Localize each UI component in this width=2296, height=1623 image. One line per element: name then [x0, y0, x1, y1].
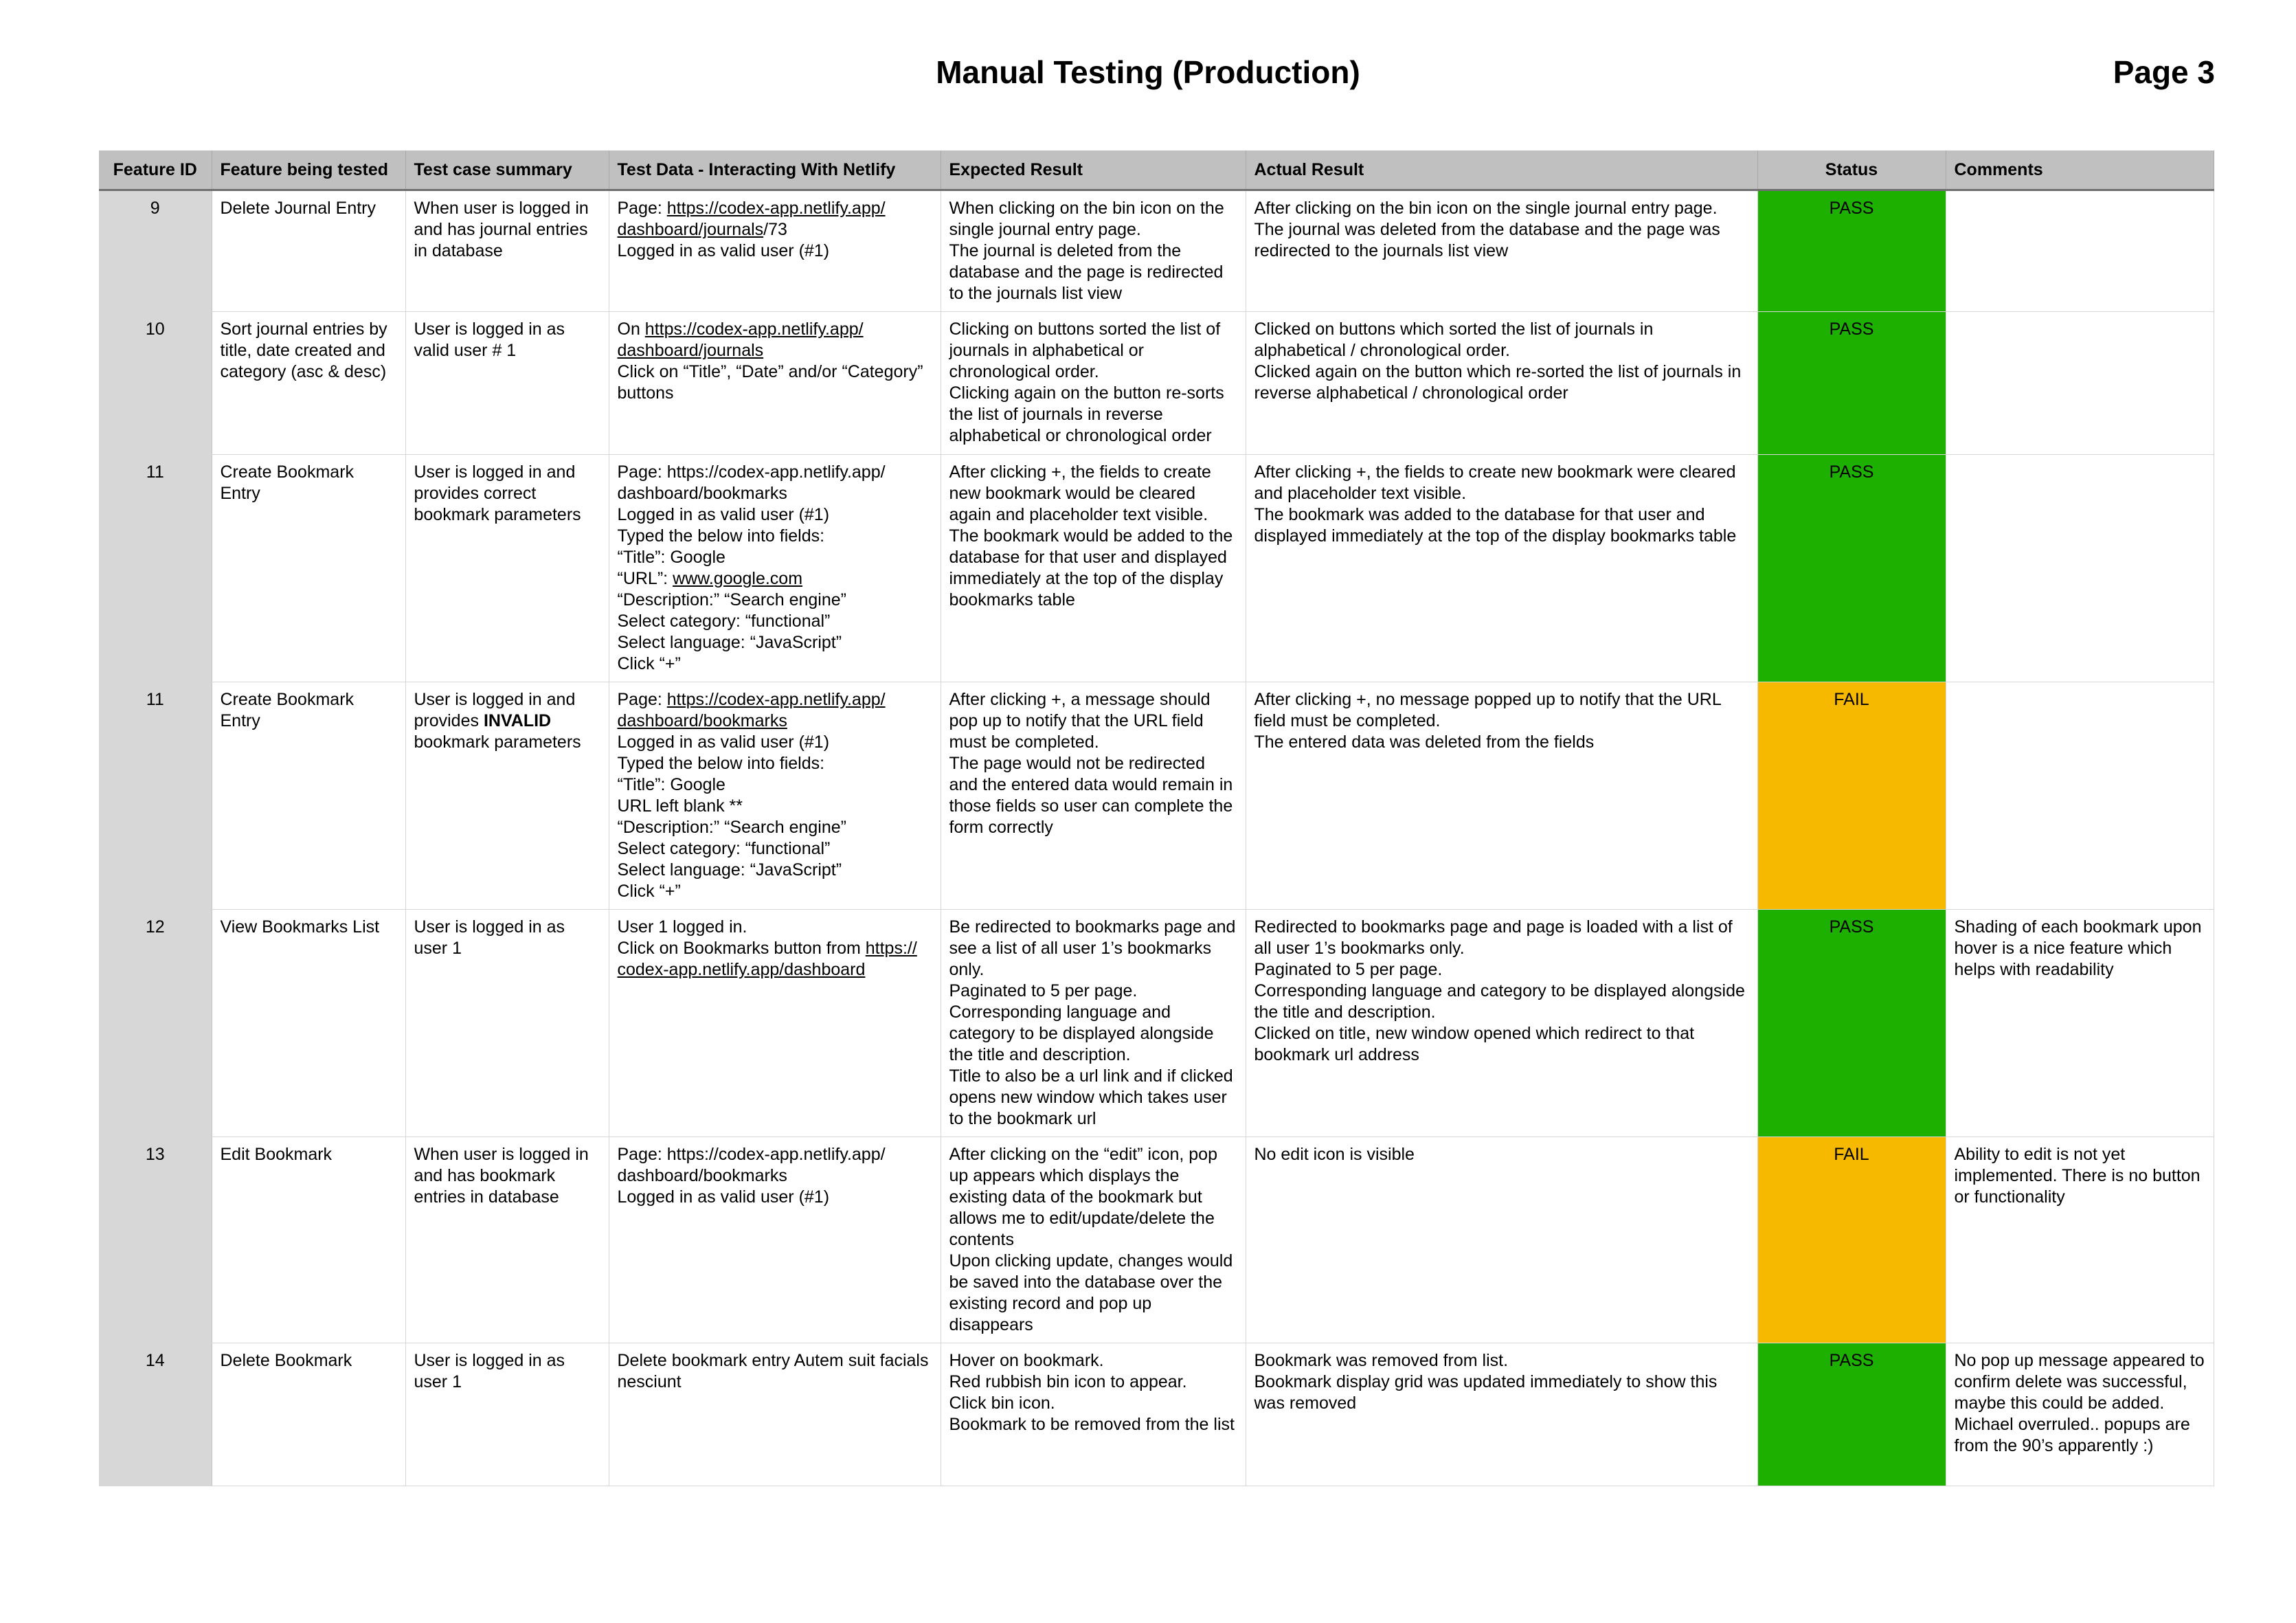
test-data-link[interactable]: https://codex-app.netlify.app/ — [644, 320, 864, 339]
feature-id-cell: 9 — [99, 190, 212, 312]
summary-cell: User is logged in as user 1 — [405, 1343, 609, 1486]
test-case-table — [99, 150, 2214, 1486]
comments-cell: Shading of each bookmark upon hover is a nice feature which helps with readability — [1946, 910, 2214, 1137]
status-badge: PASS — [1757, 1343, 1946, 1486]
expected-cell: After clicking +, a message should pop up to notify that the URL field must be completed. The page would not be redirected and the entered data would remain in those fields so user can complete the form correctly — [941, 682, 1246, 910]
comments-cell — [1946, 190, 2214, 312]
feature-id-cell: 14 — [99, 1343, 212, 1486]
summary-cell: User is logged in as user 1 — [405, 910, 609, 1137]
status-badge: FAIL — [1757, 1137, 1946, 1343]
status-badge: PASS — [1757, 312, 1946, 455]
comments-cell — [1946, 455, 2214, 682]
expected-cell: After clicking +, the fields to create new bookmark would be cleared again and placeholder text visible. The bookmark would be added to the database for that user and displayed immediately at the top of the display bookmarks table — [941, 455, 1246, 682]
feature-id-cell: 11 — [99, 455, 212, 682]
summary-cell: User is logged in and provides INVALID bookmark parameters — [405, 682, 609, 910]
feature-cell: Create Bookmark Entry — [212, 682, 405, 910]
expected-cell: When clicking on the bin icon on the single journal entry page. The journal is deleted from the database and the page is redirected to the journals list view — [941, 190, 1246, 312]
expected-cell: Clicking on buttons sorted the list of journals in alphabetical or chronological order. Clicking again on the button re-sorts the list of journals in reverse alphabetical or chronological order — [941, 312, 1246, 455]
summary-cell: User is logged in and provides correct bookmark parameters — [405, 455, 609, 682]
actual-cell: No edit icon is visible — [1246, 1137, 1757, 1343]
actual-cell: After clicking +, no message popped up to notify that the URL field must be completed. The entered data was deleted from the fields — [1246, 682, 1757, 910]
column-header-feature: Feature being tested — [212, 150, 405, 190]
column-header-status: Status — [1757, 150, 1946, 190]
expected-cell: After clicking on the “edit” icon, pop up appears which displays the existing data of the bookmark but allows me to edit/update/delete the contents Upon clicking update, changes would be saved into the database over the existing record and pop up disappears — [941, 1137, 1246, 1343]
table-row — [99, 682, 2214, 910]
column-header-feature-id: Feature ID — [99, 150, 212, 190]
column-header-summary: Test case summary — [405, 150, 609, 190]
test-data-link[interactable]: dashboard/journals — [617, 341, 764, 360]
feature-cell: Create Bookmark Entry — [212, 455, 405, 682]
status-badge: FAIL — [1757, 682, 1946, 910]
comments-cell: No pop up message appeared to confirm delete was successful, maybe this could be added. Michael overruled.. popups are from the 90’s apparently :) — [1946, 1343, 2214, 1486]
test-data-cell: Delete bookmark entry Autem suit facials nesciunt — [609, 1343, 941, 1486]
table-row — [99, 190, 2214, 312]
column-header-expected: Expected Result — [941, 150, 1246, 190]
actual-cell: Bookmark was removed from list. Bookmark display grid was updated immediately to show this was removed — [1246, 1343, 1757, 1486]
column-header-test-data: Test Data - Interacting With Netlify — [609, 150, 941, 190]
test-data-link[interactable]: www.google.com — [673, 569, 803, 588]
page-title: Manual Testing (Production) — [936, 54, 1360, 90]
feature-cell: View Bookmarks List — [212, 910, 405, 1137]
actual-cell: After clicking on the bin icon on the single journal entry page. The journal was deleted from the database and the page was redirected to the journals list view — [1246, 190, 1757, 312]
summary-cell: When user is logged in and has journal entries in database — [405, 190, 609, 312]
test-data-link[interactable]: dashboard/bookmarks — [617, 711, 787, 730]
table-row — [99, 1137, 2214, 1343]
test-data-cell: On https://codex-app.netlify.app/ dashboard/journals Click on “Title”, “Date” and/or “Category” buttons — [609, 312, 941, 455]
test-data-link[interactable]: https://codex-app.netlify.app/ — [666, 199, 886, 218]
feature-id-cell: 11 — [99, 682, 212, 910]
status-badge: PASS — [1757, 910, 1946, 1137]
status-badge: PASS — [1757, 455, 1946, 682]
table-row — [99, 455, 2214, 682]
summary-cell: When user is logged in and has bookmark entries in database — [405, 1137, 609, 1343]
summary-cell: User is logged in as valid user # 1 — [405, 312, 609, 455]
test-data-link[interactable]: dashboard/journals — [617, 220, 764, 239]
table-row — [99, 1343, 2214, 1486]
comments-cell — [1946, 682, 2214, 910]
feature-id-cell: 12 — [99, 910, 212, 1137]
expected-cell: Hover on bookmark. Red rubbish bin icon to appear. Click bin icon. Bookmark to be removed from the list — [941, 1343, 1246, 1486]
column-header-actual: Actual Result — [1246, 150, 1757, 190]
test-data-link[interactable]: https://codex-app.netlify.app/ — [666, 690, 886, 709]
feature-cell: Delete Bookmark — [212, 1343, 405, 1486]
test-data-cell: Page: https://codex-app.netlify.app/ dashboard/bookmarks Logged in as valid user (#1) Typed the below into fields: “Title”: Google URL left blank ** “Description:” “Search engine” Select category: “functional” Select language: “JavaScript” Click “+” — [609, 682, 941, 910]
test-data-cell: Page: https://codex-app.netlify.app/ dashboard/bookmarks Logged in as valid user (#1) Typed the below into fields: “Title”: Google “URL”: www.google.com “Description:” “Search engine” Select category: “functional” Select language: “JavaScript” Click “+” — [609, 455, 941, 682]
actual-cell: Redirected to bookmarks page and page is loaded with a list of all user 1’s bookmarks only. Paginated to 5 per page. Corresponding language and category to be displayed alongside the title and description. Clicked on title, new window opened which redirect to that bookmark url address — [1246, 910, 1757, 1137]
feature-cell: Delete Journal Entry — [212, 190, 405, 312]
actual-cell: After clicking +, the fields to create new bookmark were cleared and placeholder text visible. The bookmark was added to the database for that user and displayed immediately at the top of the display bookmarks table — [1246, 455, 1757, 682]
feature-id-cell: 13 — [99, 1137, 212, 1343]
test-data-cell: Page: https://codex-app.netlify.app/ dashboard/bookmarks Logged in as valid user (#1) — [609, 1137, 941, 1343]
test-data-link[interactable]: https:// — [865, 939, 917, 958]
column-header-comments: Comments — [1946, 150, 2214, 190]
feature-id-cell: 10 — [99, 312, 212, 455]
table-header-row — [99, 150, 2214, 190]
test-data-link[interactable]: codex-app.netlify.app/dashboard — [617, 960, 866, 979]
expected-cell: Be redirected to bookmarks page and see a list of all user 1’s bookmarks only. Paginated to 5 per page. Corresponding language and category to be displayed alongside the title and description. Title to also be a url link and if clicked opens new window which takes user to the bookmark url — [941, 910, 1246, 1137]
status-badge: PASS — [1757, 190, 1946, 312]
test-data-cell: Page: https://codex-app.netlify.app/ dashboard/journals/73 Logged in as valid user (#1) — [609, 190, 941, 312]
comments-cell: Ability to edit is not yet implemented. There is no button or functionality — [1946, 1137, 2214, 1343]
feature-cell: Edit Bookmark — [212, 1137, 405, 1343]
feature-cell: Sort journal entries by title, date created and category (asc & desc) — [212, 312, 405, 455]
comments-cell — [1946, 312, 2214, 455]
table-row — [99, 910, 2214, 1137]
actual-cell: Clicked on buttons which sorted the list of journals in alphabetical / chronological order. Clicked again on the button which re-sorted the list of journals in reverse alphabetical / chronological order — [1246, 312, 1757, 455]
test-data-cell: User 1 logged in. Click on Bookmarks button from https:// codex-app.netlify.app/dashboard — [609, 910, 941, 1137]
page-number: Page 3 — [2113, 54, 2215, 90]
table-row — [99, 312, 2214, 455]
